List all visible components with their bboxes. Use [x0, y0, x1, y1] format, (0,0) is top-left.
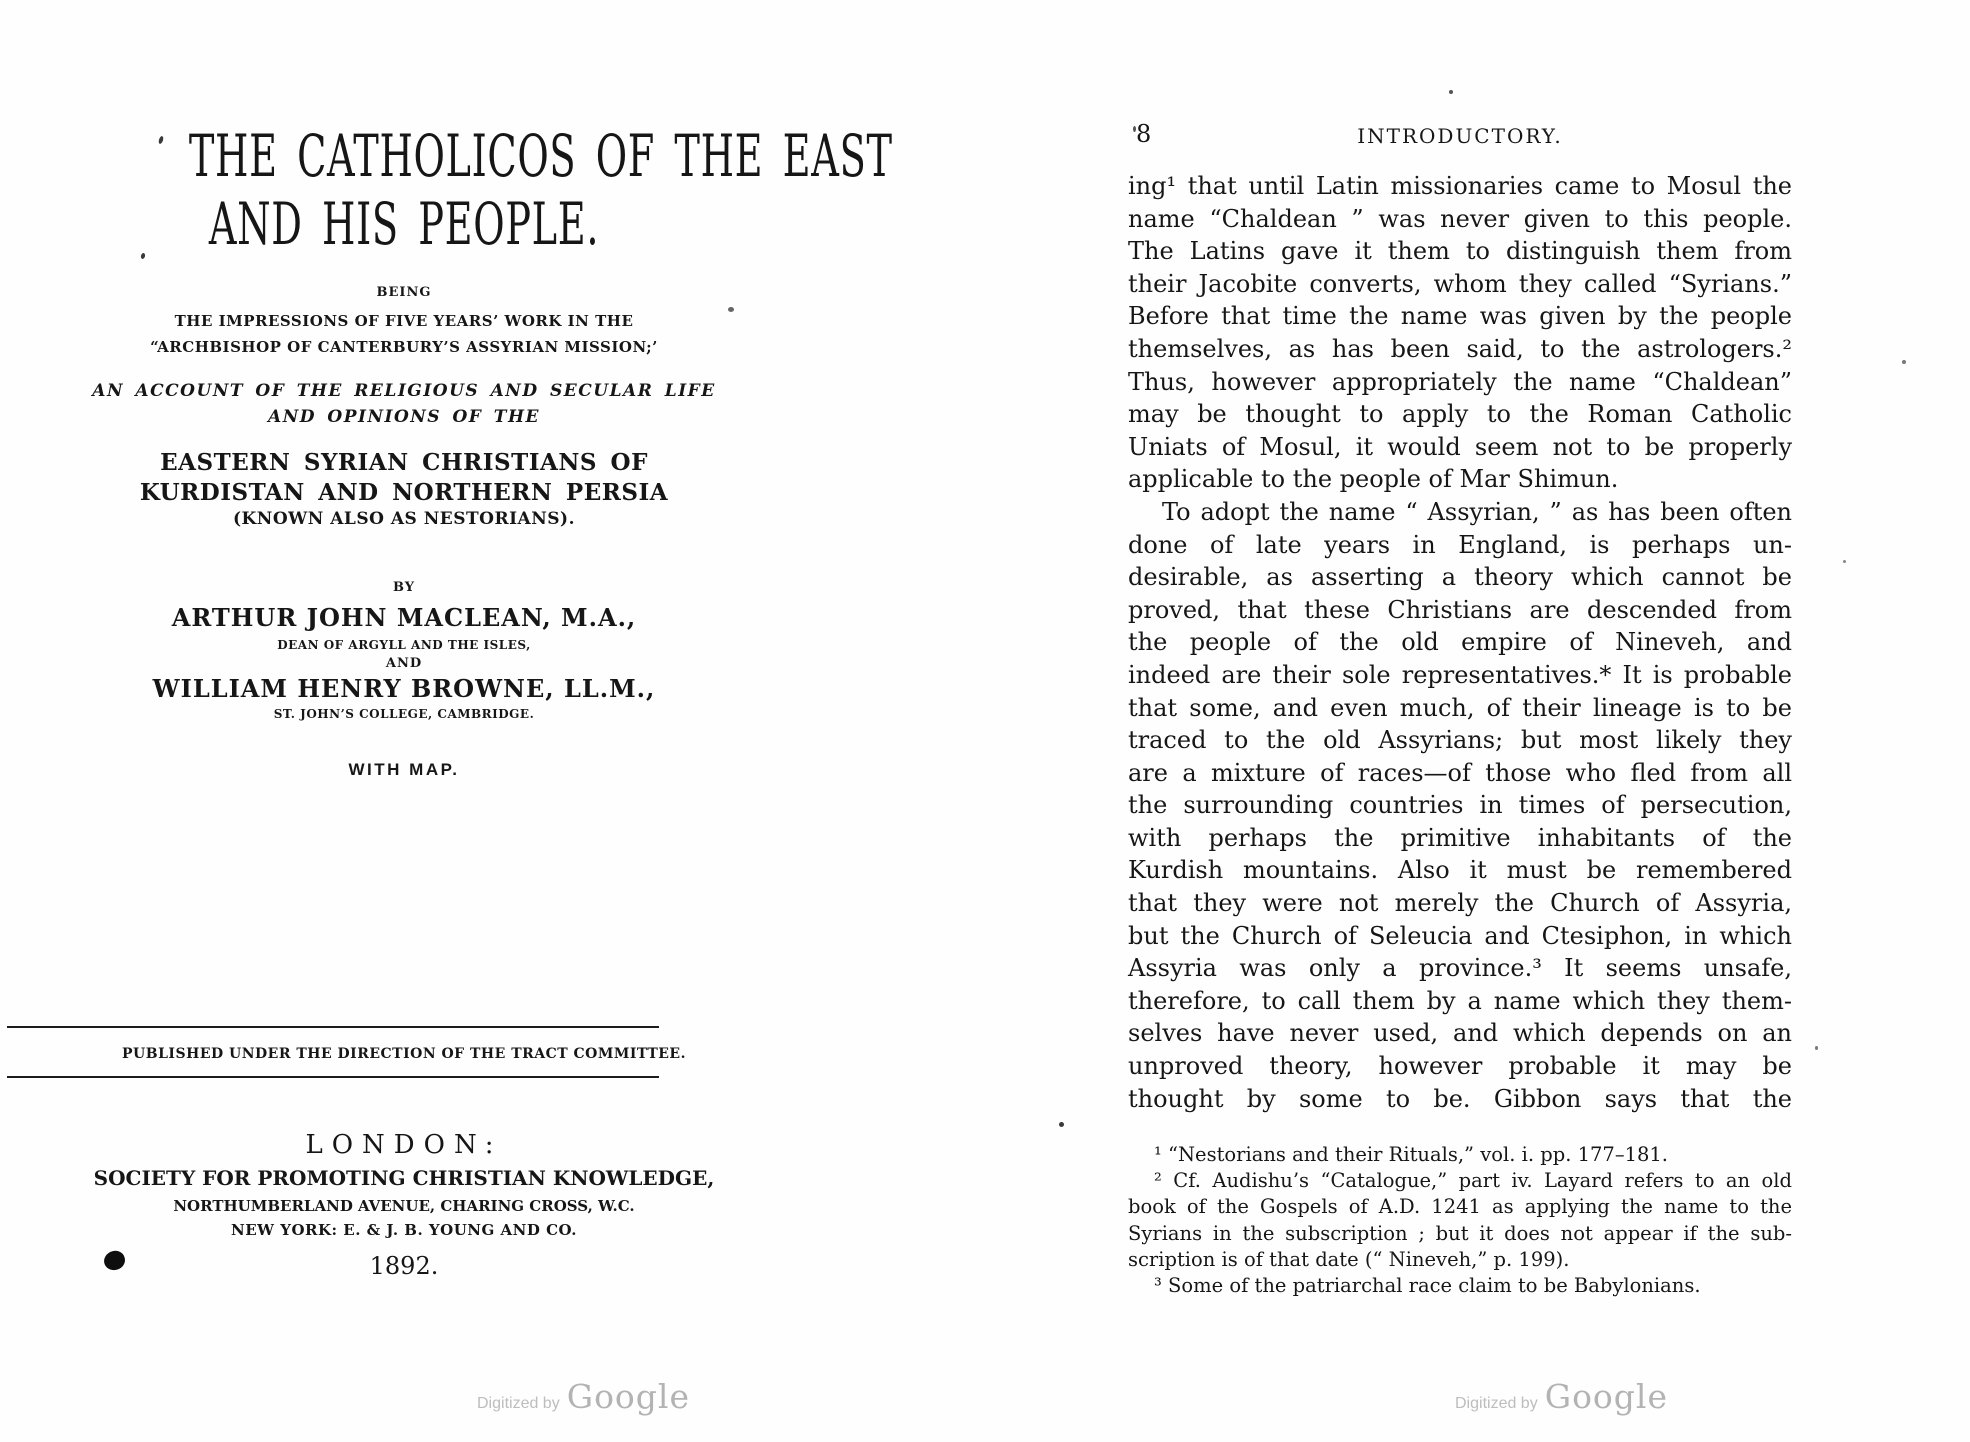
footnote-line: ³ Some of the patriarchal race claim to be Babylonians.: [1154, 1274, 1701, 1298]
body-text-line: The Latins gave it them to distinguish them from: [1128, 237, 1792, 266]
imprint-newyork: NEW YORK: E. & J. B. YOUNG AND CO.: [231, 1221, 577, 1239]
title-page: [78, 0, 893, 1442]
scan-speck: [1902, 360, 1906, 364]
body-text-line: applicable to the people of Mar Shimun.: [1128, 465, 1619, 494]
body-text-line: therefore, to call them by a name which they them-: [1128, 986, 1792, 1015]
subject-line3: (KNOWN ALSO AS NESTORIANS).: [232, 509, 576, 529]
account-line1: AN ACCOUNT OF THE RELIGIOUS AND SECULAR LIFE: [92, 381, 716, 401]
body-text-line: desirable, as asserting a theory which cannot be: [1128, 563, 1792, 592]
body-text-line: Uniats of Mosul, it would seem not to be properly: [1128, 432, 1792, 461]
author1-name: ARTHUR JOHN MACLEAN, M.A.,: [171, 603, 637, 632]
body-text-line: traced to the old Assyrians; but most likely they: [1128, 726, 1792, 755]
body-text-line: are a mixture of races—of those who fled from all: [1128, 758, 1792, 787]
body-text-line: unproved theory, however probable it may be: [1128, 1052, 1792, 1081]
account-line2: AND OPINIONS OF THE: [268, 407, 540, 427]
scan-speck: [1449, 90, 1453, 94]
and-label: AND: [385, 656, 423, 671]
body-text: [1128, 170, 1792, 1115]
book-title-line1: THE CATHOLICOS OF THE EAST: [188, 122, 893, 190]
author1-title: DEAN OF ARGYLL AND THE ISLES,: [277, 638, 531, 652]
body-text-line: proved, that these Christians are descended from: [1128, 595, 1792, 624]
body-text-line: thought by some to be. Gibbon says that the: [1128, 1084, 1792, 1113]
impressions-line2: “ARCHBISHOP OF CANTERBURY’S ASSYRIAN MISSION;’: [150, 338, 658, 356]
digitized-by-label: Digitized by: [477, 1395, 560, 1412]
body-text-line: that some, and even much, of their lineage is to be: [1128, 693, 1792, 722]
imprint-publisher: SOCIETY FOR PROMOTING CHRISTIAN KNOWLEDGE,: [93, 1166, 715, 1190]
body-text-line: Kurdish mountains. Also it must be remembered: [1128, 856, 1792, 885]
body-text-line: themselves, as has been said, to the astrologers.²: [1128, 334, 1792, 363]
footnote-line: scription is of that date (“ Nineveh,” p. 199).: [1128, 1247, 1570, 1271]
running-head: INTRODUCTORY.: [1357, 124, 1563, 148]
scan-speck: [1059, 1122, 1064, 1127]
google-watermark-left: [477, 1377, 690, 1416]
footnote-line: ¹ “Nestorians and their Rituals,” vol. i. pp. 177–181.: [1154, 1143, 1668, 1166]
body-text-line: selves have never used, and which depends on an: [1128, 1019, 1792, 1048]
body-text-line: their Jacobite converts, whom they called “Syrians.”: [1128, 269, 1792, 298]
scan-speck: [1133, 126, 1136, 132]
body-text-line: but the Church of Seleucia and Ctesiphon, in which: [1128, 921, 1792, 950]
digitized-by-label: Digitized by: [1455, 1395, 1538, 1412]
body-text-line: Before that time the name was given by the people: [1128, 302, 1792, 331]
footnote-line: ² Cf. Audishu’s “Catalogue,” part iv. Layard refers to an old: [1154, 1169, 1792, 1193]
body-text-line: ing¹ that until Latin missionaries came to Mosul the: [1128, 172, 1792, 200]
footnote-line: book of the Gospels of A.D. 1241 as applying the name to the: [1128, 1195, 1792, 1219]
subject-line1: EASTERN SYRIAN CHRISTIANS OF: [160, 449, 648, 476]
body-text-line: indeed are their sole representatives.* It is probable: [1128, 660, 1792, 689]
scan-speck: [1815, 1046, 1818, 1050]
body-text-line: name “Chaldean ” was never given to this people.: [1128, 204, 1792, 233]
page-number: 8: [1136, 120, 1152, 148]
footnote-line: Syrians in the subscription ; but it does not appear if the sub-: [1128, 1221, 1792, 1245]
imprint-address: NORTHUMBERLAND AVENUE, CHARING CROSS, W.C.: [173, 1197, 635, 1215]
google-watermark-right: [1455, 1377, 1668, 1416]
subject-line2: KURDISTAN AND NORTHERN PERSIA: [139, 479, 669, 506]
separator-rule-top: [7, 1026, 659, 1028]
body-text-line: that they were not merely the Church of Assyria,: [1128, 889, 1792, 918]
imprint-city: LONDON:: [305, 1130, 503, 1160]
separator-rule-bottom: [7, 1076, 659, 1078]
impressions-line1: THE IMPRESSIONS OF FIVE YEARS’ WORK IN THE: [174, 312, 634, 330]
body-text-line: may be thought to apply to the Roman Catholic: [1128, 400, 1792, 429]
body-text-line: Thus, however appropriately the name “Chaldean”: [1128, 367, 1792, 396]
tract-committee-line: PUBLISHED UNDER THE DIRECTION OF THE TRACT COMMITTEE.: [122, 1046, 686, 1062]
by-label: BY: [392, 580, 416, 595]
author2-name: WILLIAM HENRY BROWNE, LL.M.,: [152, 674, 656, 703]
body-text-line: To adopt the name “ Assyrian, ” as has been often: [1162, 497, 1792, 526]
body-text-line: the surrounding countries in times of persecution,: [1128, 791, 1792, 820]
book-title-line2: AND HIS PEOPLE.: [208, 190, 600, 258]
scan-speck: [728, 307, 734, 312]
page-header: [1128, 118, 1792, 148]
being-label: BEING: [376, 285, 432, 300]
scan-speck: [1843, 560, 1846, 563]
google-logo: Google: [1544, 1377, 1669, 1416]
body-text-line: Assyria was only a province.³ It seems unsafe,: [1128, 954, 1792, 983]
body-text-line: with perhaps the primitive inhabitants of the: [1128, 823, 1792, 852]
body-text-line: done of late years in England, is perhaps un-: [1128, 530, 1792, 559]
introductory-page: [1128, 0, 1792, 1442]
google-logo: Google: [566, 1377, 691, 1416]
footnotes: [1128, 1142, 1792, 1299]
author2-title: ST. JOHN’S COLLEGE, CAMBRIDGE.: [273, 707, 535, 721]
body-text-line: the people of the old empire of Nineveh, and: [1128, 628, 1792, 657]
imprint-year: 1892.: [369, 1252, 439, 1280]
with-map-label: WITH MAP.: [348, 760, 460, 779]
